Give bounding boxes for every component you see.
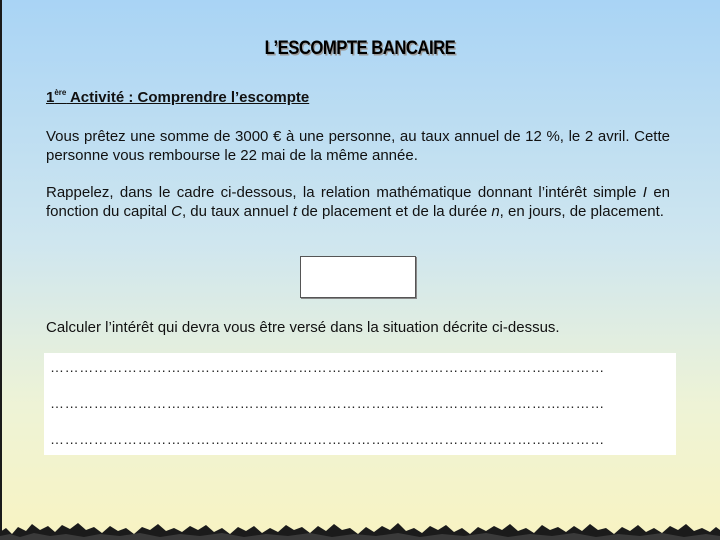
formula-answer-box[interactable] [300, 256, 416, 298]
text-segment: , du taux annuel [181, 203, 293, 220]
text-segment: , en jours, de placement. [499, 203, 664, 220]
variable-i: I [642, 184, 647, 201]
activity-label: Activité : Comprendre l’escompte [66, 89, 310, 106]
rocky-ground-decoration [0, 510, 720, 540]
text-segment: en fonction du capital [46, 184, 670, 220]
text-segment: Rappelez, dans le cadre ci-dessous, la relation mathématique donnant l’intérêt simple [46, 184, 643, 201]
paragraph-loan: Vous prêtez une somme de 3000 € à une personne, au taux annuel de 12 %, le 2 avril. Cette personne vous rembourse le 22 mai de la même année. [46, 128, 670, 164]
activity-number: 1 [46, 89, 55, 106]
answer-line: …………………………………………………………………………………………………… [50, 395, 605, 411]
variable-c: C [171, 203, 182, 220]
answer-line: …………………………………………………………………………………………………… [50, 431, 605, 447]
variable-n: n [491, 203, 500, 220]
variable-t: t [292, 203, 298, 220]
paragraph-calculate: Calculer l’intérêt qui devra vous être versé dans la situation décrite ci-dessus. [46, 319, 560, 336]
activity-superscript: ère [54, 88, 67, 97]
answer-area[interactable] [44, 353, 676, 455]
answer-line: …………………………………………………………………………………………………… [50, 359, 605, 375]
page-title: L’ESCOMPTE BANCAIRE [264, 38, 456, 59]
text-segment: de placement et de la durée [297, 203, 492, 220]
paragraph-formula-instruction [46, 183, 670, 221]
left-border [0, 0, 2, 540]
activity-heading [46, 88, 309, 106]
